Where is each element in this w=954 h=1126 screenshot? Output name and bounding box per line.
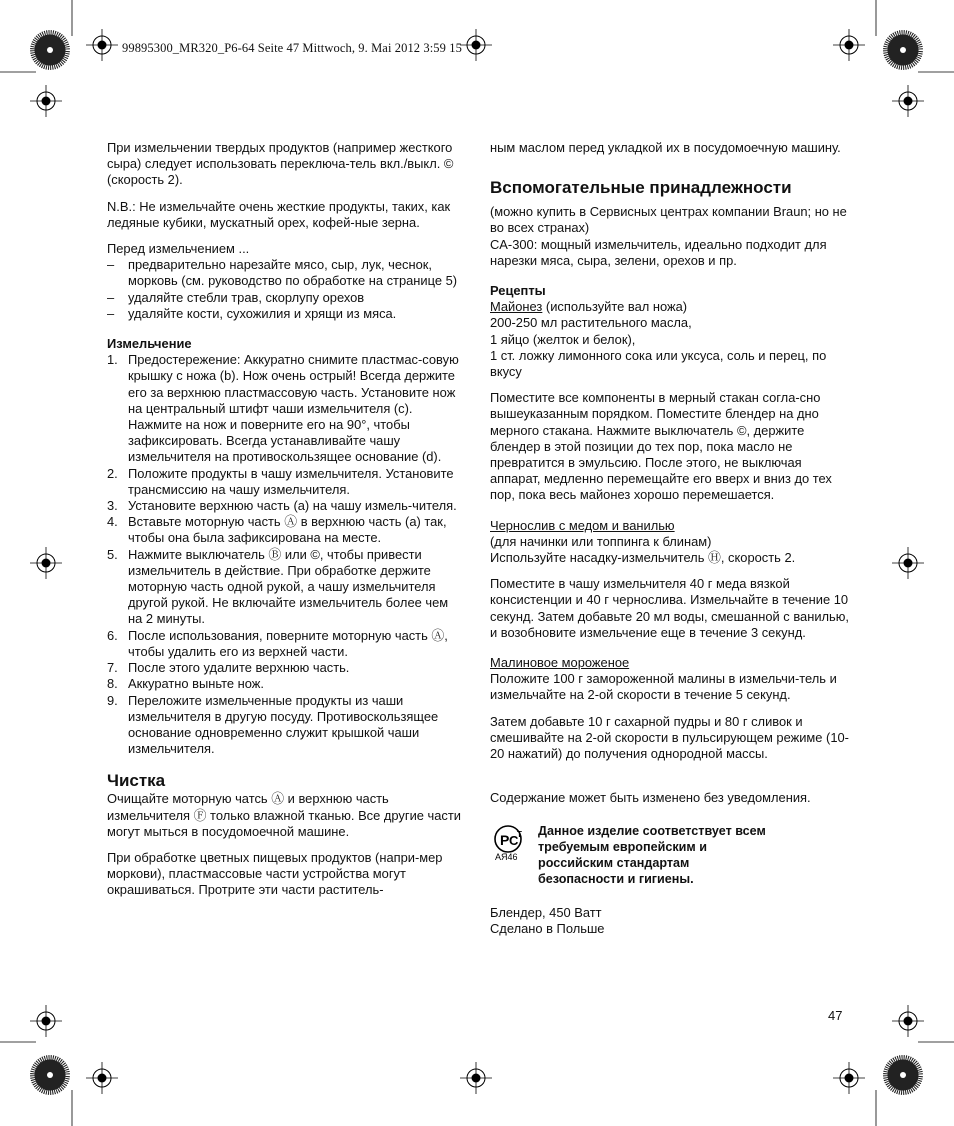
- step-item: 9. Переложите измельченные продукты из чаши измельчителя в другую посуду. Противоскользящее основание одновременно служит крышкой чаши измельчителя.: [107, 692, 439, 757]
- cleaning-paragraph-1: Очищайте моторную чатсь Ⓐ и верхнюю часть измельчителя Ⓕ только влажной тканью. Все другие части могут мыться в посудомоечной машине.: [107, 791, 461, 839]
- accessories-ca300: CA-300: мощный измельчитель, идеально подходит для нарезки мяса, сыра, зелени, орехов и пр.: [490, 236, 827, 268]
- prunes-subtitle: (для начинки или топпинга к блинам): [490, 533, 712, 549]
- step-item: 5. Нажмите выключатель Ⓑ или ©, чтобы привести измельчитель в действие. При обработке держите моторную часть одной рукой, а чашу измельчителя другой рукой. Не включайте измельчитель более чем на 2 минуты.: [107, 546, 449, 627]
- nb-paragraph: N.B.: Не измельчайте очень жесткие продукты, таких, как ледяные кубики, мускатный орех, кофей-ные зерна.: [107, 198, 451, 230]
- print-header: 99895300_MR320_P6-64 Seite 47 Mittwoch, 9. Mai 2012 3:59 15: [122, 41, 462, 55]
- cert-code: АЯ46: [495, 851, 518, 862]
- mayo-title: Майонез: [490, 299, 543, 315]
- raspberry-title: Малиновое мороженое: [490, 655, 630, 671]
- mayo-ingredient: 200-250 мл растительного масла,: [490, 315, 692, 331]
- step-item: 4. Вставьте моторную часть Ⓐ в верхнюю часть (a) так, чтобы она была зафиксирована на месте.: [107, 514, 447, 546]
- mayo-title-note: (используйте вал ножа): [542, 299, 688, 315]
- left-column: [107, 140, 465, 899]
- list-item: – удаляйте кости, сухожилия и хрящи из мяса.: [107, 305, 397, 321]
- section-title-cleaning: Чистка: [107, 771, 166, 791]
- section-title-chopping: Измельчение: [107, 336, 192, 352]
- page-number: 47: [828, 1008, 843, 1023]
- mayo-heading: [490, 299, 850, 315]
- certification-block: [490, 823, 850, 887]
- certification-text: Данное изделие соответствует всем требуемым европейским и российским стандартам безопасности и гигиены.: [538, 823, 766, 886]
- step-item: 7. После этого удалите верхнюю часть.: [107, 660, 350, 676]
- prunes-title: Чернослив с медом и ванилью: [490, 517, 675, 533]
- mayo-ingredient: 1 ст. ложку лимонного сока или уксуса, соль и перец, по вкусу: [490, 347, 827, 380]
- prunes-method: Поместите в чашу измельчителя 40 г меда вязкой консистенции и 40 г чернослива. Измельчайте в течение 10 секунд. Затем добавьте 20 мл воды, смешанной с ванилью, и возобновите измельчение еще в течение 3 секунд.: [490, 576, 850, 640]
- accessories-availability: (можно купить в Сервисных центрах компании Braun; но не во всех странах): [490, 204, 847, 236]
- section-title-accessories: Вспомогательные принадлежности: [490, 178, 792, 198]
- certification-logo: [490, 823, 538, 867]
- continued-paragraph: ным маслом перед укладкой их в посудомоечную машину.: [490, 140, 841, 155]
- list-item: – удаляйте стебли трав, скорлупу орехов: [107, 289, 365, 305]
- prunes-instruction: Используйте насадку-измельчитель Ⓗ, скорость 2.: [490, 550, 796, 566]
- step-item: 6. После использования, поверните моторную часть Ⓐ, чтобы удалить его из верхней части.: [107, 627, 448, 659]
- raspberry-step-1: Положите 100 г замороженной малины в измельчи-тель и измельчайте на 2-ой скорости в течение 5 секунд.: [490, 671, 837, 703]
- list-item: – предварительно нарезайте мясо, сыр, лук, чеснок, морковь (см. руководство по обработке на странице 5): [107, 257, 458, 289]
- spec-power: Блендер, 450 Ватт: [490, 904, 602, 920]
- before-title: Перед измельчением ...: [107, 241, 250, 257]
- step-item: 1. Предостережение: Аккуратно снимите пластмас-совую крышку с ножа (b). Нож очень острый! Всегда держите его за верхнюю пластмассовую часть. Установите нож на центральный штифт чаши измельчителя (c). Нажмите на нож и поверните его на 90°, чтобы зафиксировать. Всегда устанавливайте чашу измельчителя на противоскользящее основание (d).: [107, 352, 459, 465]
- cleaning-paragraph-2: При обработке цветных пищевых продуктов (напри-мер моркови), пластмассовые части устройства могут окрашиваться. Протрите эти части раститель-: [107, 849, 443, 898]
- section-title-recipes: Рецепты: [490, 283, 546, 299]
- step-item: 2. Положите продукты в чашу измельчителя. Установите трансмиссию на чашу измельчителя.: [107, 465, 454, 497]
- mayo-ingredient: 1 яйцо (желток и белок),: [490, 331, 636, 347]
- svg-text:C: C: [509, 832, 519, 848]
- svg-text:T: T: [517, 829, 522, 839]
- step-item: 8. Аккуратно выньте нож.: [107, 676, 264, 692]
- right-column: [490, 140, 850, 937]
- raspberry-step-2: Затем добавьте 10 г сахарной пудры и 80 г сливок и смешивайте на 2-ой скорости в пульсирующем режиме (10-20 нажатий) до получения однородной массы.: [490, 713, 849, 762]
- notice-text: Содержание может быть изменено без уведомления.: [490, 790, 811, 806]
- spec-origin: Сделано в Польше: [490, 920, 605, 936]
- svg-text:P: P: [500, 831, 510, 848]
- intro-paragraph: При измельчении твердых продуктов (например жесткого сыра) следует использовать переключа-тель вкл./выкл. © (скорость 2).: [107, 140, 454, 188]
- pct-logo-icon: [490, 823, 530, 863]
- step-item: 3. Установите верхнюю часть (a) на чашу измель-чителя.: [107, 498, 457, 514]
- mayo-method: Поместите все компоненты в мерный стакан согла-сно вышеуказанным порядком. Поместите блендер на дно мерного стакана. Нажмите выключатель ©, держите блендер в этой позиции до тех пор, пока масло не превратится в эмульсию. После этого, не выключая аппарат, медленно перемещайте его вверх и вниз до тех пор, пока весь майонез хорошо перемешается.: [490, 390, 832, 503]
